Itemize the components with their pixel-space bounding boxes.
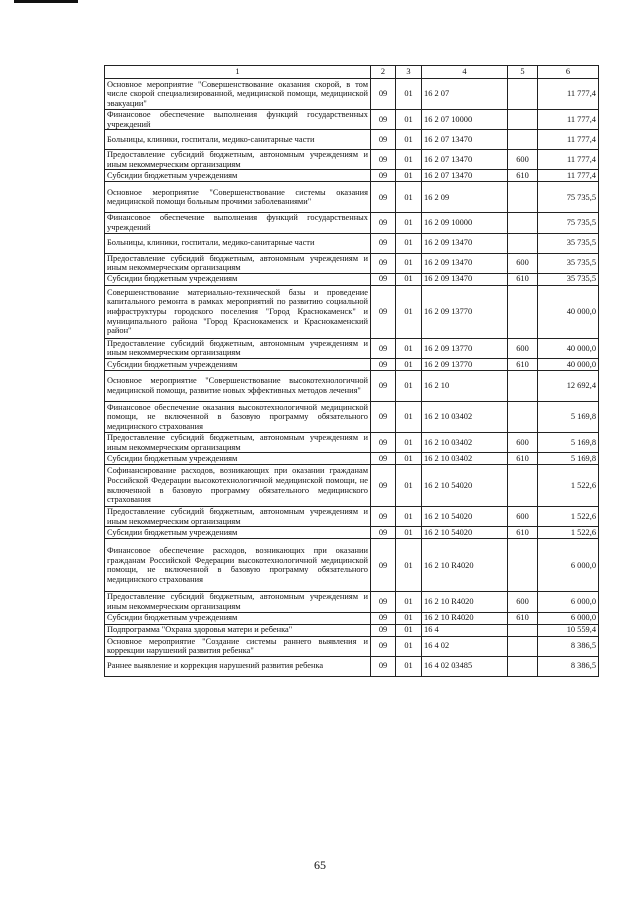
row-subsection: 01 (396, 539, 422, 592)
row-expense-type: 610 (508, 527, 538, 539)
table-row (105, 273, 599, 285)
row-subsection: 01 (396, 370, 422, 401)
table-row (105, 170, 599, 182)
row-amount: 11 777,4 (538, 79, 599, 110)
row-amount: 1 522,6 (538, 527, 599, 539)
row-subsection: 01 (396, 453, 422, 465)
row-subsection: 01 (396, 507, 422, 527)
row-section: 09 (371, 612, 396, 624)
row-name: Субсидии бюджетным учреждениям (105, 453, 371, 465)
row-expense-type (508, 624, 538, 636)
table-row (105, 539, 599, 592)
row-subsection: 01 (396, 110, 422, 130)
row-expense-type (508, 636, 538, 656)
row-expense-type (508, 110, 538, 130)
table-row (105, 432, 599, 452)
row-expense-type: 610 (508, 612, 538, 624)
row-amount: 12 692,4 (538, 370, 599, 401)
row-expense-type: 600 (508, 338, 538, 358)
row-expense-type: 600 (508, 432, 538, 452)
row-name: Финансовое обеспечение выполнения функций государственных учреждений (105, 110, 371, 130)
row-section: 09 (371, 358, 396, 370)
row-amount: 6 000,0 (538, 592, 599, 612)
row-expense-type: 600 (508, 150, 538, 170)
row-target-code: 16 2 10 R4020 (422, 612, 508, 624)
row-section: 09 (371, 401, 396, 432)
row-amount: 75 735,5 (538, 182, 599, 213)
row-section: 09 (371, 79, 396, 110)
row-expense-type: 610 (508, 358, 538, 370)
row-subsection: 01 (396, 150, 422, 170)
row-amount: 11 777,4 (538, 150, 599, 170)
table-row (105, 338, 599, 358)
row-target-code: 16 2 10 54020 (422, 507, 508, 527)
row-target-code: 16 2 07 (422, 79, 508, 110)
row-subsection: 01 (396, 358, 422, 370)
row-expense-type: 600 (508, 592, 538, 612)
row-target-code: 16 2 09 13470 (422, 233, 508, 253)
table-row (105, 110, 599, 130)
row-expense-type: 610 (508, 453, 538, 465)
row-subsection: 01 (396, 79, 422, 110)
row-section: 09 (371, 338, 396, 358)
row-amount: 6 000,0 (538, 539, 599, 592)
table-row (105, 150, 599, 170)
row-target-code: 16 2 07 13470 (422, 130, 508, 150)
row-subsection: 01 (396, 233, 422, 253)
row-section: 09 (371, 624, 396, 636)
table-row (105, 624, 599, 636)
row-name: Подпрограмма "Охрана здоровья матери и ребенка" (105, 624, 371, 636)
row-target-code: 16 2 09 (422, 182, 508, 213)
row-expense-type (508, 213, 538, 233)
row-subsection: 01 (396, 527, 422, 539)
row-amount: 5 169,8 (538, 453, 599, 465)
row-name: Основное мероприятие "Совершенствование оказания скорой, в том числе скорой специализированной, медицинской помощи, медицинской эвакуации" (105, 79, 371, 110)
row-section: 09 (371, 253, 396, 273)
row-section: 09 (371, 465, 396, 507)
row-expense-type (508, 130, 538, 150)
row-amount: 35 735,5 (538, 273, 599, 285)
row-name: Раннее выявление и коррекция нарушений развития ребенка (105, 656, 371, 676)
row-section: 09 (371, 285, 396, 338)
row-section: 09 (371, 656, 396, 676)
row-section: 09 (371, 636, 396, 656)
row-name: Основное мероприятие "Создание системы раннего выявления и коррекции нарушений развития ребенка" (105, 636, 371, 656)
row-name: Субсидии бюджетным учреждениям (105, 273, 371, 285)
table-row (105, 182, 599, 213)
row-section: 09 (371, 110, 396, 130)
page-number: 65 (314, 858, 326, 872)
header-col-2: 2 (371, 66, 396, 79)
row-name: Предоставление субсидий бюджетным, автономным учреждениям и иным некоммерческим организациям (105, 432, 371, 452)
row-amount: 35 735,5 (538, 253, 599, 273)
row-target-code: 16 2 07 13470 (422, 150, 508, 170)
row-section: 09 (371, 233, 396, 253)
row-name: Совершенствование материально-технической базы и проведение капитального ремонта в рамках мероприятий по развитию социальной инфраструктуры городского поселения "Город Краснокаменск" и муниципального района "Город Краснокаменск и Краснокаменский район" (105, 285, 371, 338)
row-subsection: 01 (396, 273, 422, 285)
row-subsection: 01 (396, 636, 422, 656)
row-name: Субсидии бюджетным учреждениям (105, 527, 371, 539)
row-target-code: 16 2 10 03402 (422, 401, 508, 432)
row-subsection: 01 (396, 624, 422, 636)
row-target-code: 16 4 02 (422, 636, 508, 656)
row-name: Софинансирование расходов, возникающих при оказании гражданам Российской Федерации высокотехнологичной медицинской помощи, не включенной в базовую программу обязательного медицинского страхования (105, 465, 371, 507)
row-section: 09 (371, 170, 396, 182)
table-row (105, 401, 599, 432)
table-row (105, 358, 599, 370)
table-row (105, 79, 599, 110)
row-subsection: 01 (396, 130, 422, 150)
row-expense-type (508, 656, 538, 676)
row-amount: 40 000,0 (538, 285, 599, 338)
row-amount: 5 169,8 (538, 432, 599, 452)
row-section: 09 (371, 370, 396, 401)
table-row (105, 527, 599, 539)
row-target-code: 16 4 02 03485 (422, 656, 508, 676)
header-col-6: 6 (538, 66, 599, 79)
header-col-1: 1 (105, 66, 371, 79)
table-row (105, 636, 599, 656)
row-target-code: 16 2 10 (422, 370, 508, 401)
row-amount: 6 000,0 (538, 612, 599, 624)
row-expense-type (508, 401, 538, 432)
row-section: 09 (371, 182, 396, 213)
row-section: 09 (371, 507, 396, 527)
row-target-code: 16 2 07 13470 (422, 170, 508, 182)
table-row (105, 285, 599, 338)
table-row (105, 130, 599, 150)
row-subsection: 01 (396, 170, 422, 182)
table-row (105, 507, 599, 527)
table-row (105, 253, 599, 273)
row-target-code: 16 4 (422, 624, 508, 636)
row-section: 09 (371, 150, 396, 170)
row-target-code: 16 2 10 54020 (422, 465, 508, 507)
top-rule (14, 0, 78, 3)
row-name: Субсидии бюджетным учреждениям (105, 612, 371, 624)
row-amount: 40 000,0 (538, 358, 599, 370)
row-target-code: 16 2 10 R4020 (422, 539, 508, 592)
header-col-4: 4 (422, 66, 508, 79)
row-expense-type: 610 (508, 273, 538, 285)
budget-table (104, 65, 599, 677)
row-section: 09 (371, 453, 396, 465)
row-target-code: 16 2 09 13470 (422, 273, 508, 285)
row-section: 09 (371, 273, 396, 285)
row-amount: 40 000,0 (538, 338, 599, 358)
header-col-3: 3 (396, 66, 422, 79)
row-amount: 11 777,4 (538, 130, 599, 150)
row-amount: 75 735,5 (538, 213, 599, 233)
table-row (105, 233, 599, 253)
row-subsection: 01 (396, 656, 422, 676)
row-section: 09 (371, 130, 396, 150)
row-name: Больницы, клиники, госпитали, медико-санитарные части (105, 233, 371, 253)
row-name: Финансовое обеспечение оказания высокотехнологичной медицинской помощи, не включенной в базовую программу обязательного медицинского страхования (105, 401, 371, 432)
row-target-code: 16 2 09 13770 (422, 338, 508, 358)
row-subsection: 01 (396, 253, 422, 273)
row-amount: 1 522,6 (538, 465, 599, 507)
row-amount: 1 522,6 (538, 507, 599, 527)
row-name: Предоставление субсидий бюджетным, автономным учреждениям и иным некоммерческим организациям (105, 150, 371, 170)
table-row (105, 370, 599, 401)
row-expense-type (508, 182, 538, 213)
row-name: Субсидии бюджетным учреждениям (105, 358, 371, 370)
row-name: Предоставление субсидий бюджетным, автономным учреждениям и иным некоммерческим организациям (105, 338, 371, 358)
row-subsection: 01 (396, 612, 422, 624)
row-target-code: 16 2 09 13770 (422, 358, 508, 370)
table-row (105, 612, 599, 624)
row-expense-type: 600 (508, 507, 538, 527)
row-target-code: 16 2 09 10000 (422, 213, 508, 233)
table-row (105, 656, 599, 676)
row-amount: 35 735,5 (538, 233, 599, 253)
row-subsection: 01 (396, 285, 422, 338)
row-target-code: 16 2 10 03402 (422, 453, 508, 465)
row-expense-type (508, 79, 538, 110)
row-name: Больницы, клиники, госпитали, медико-санитарные части (105, 130, 371, 150)
row-section: 09 (371, 539, 396, 592)
row-name: Предоставление субсидий бюджетным, автономным учреждениям и иным некоммерческим организациям (105, 592, 371, 612)
row-expense-type: 610 (508, 170, 538, 182)
row-target-code: 16 2 09 13770 (422, 285, 508, 338)
row-name: Основное мероприятие "Совершенствование высокотехнологичной медицинской помощи, развитие новых эффективных методов лечения" (105, 370, 371, 401)
row-subsection: 01 (396, 338, 422, 358)
row-subsection: 01 (396, 432, 422, 452)
row-amount: 5 169,8 (538, 401, 599, 432)
table-row (105, 592, 599, 612)
table-row (105, 213, 599, 233)
row-expense-type (508, 233, 538, 253)
row-section: 09 (371, 527, 396, 539)
row-expense-type (508, 285, 538, 338)
row-subsection: 01 (396, 401, 422, 432)
row-target-code: 16 2 10 54020 (422, 527, 508, 539)
table-header-row (105, 66, 599, 79)
table-row (105, 465, 599, 507)
header-col-5: 5 (508, 66, 538, 79)
row-target-code: 16 2 10 03402 (422, 432, 508, 452)
row-section: 09 (371, 592, 396, 612)
row-amount: 11 777,4 (538, 170, 599, 182)
row-name: Предоставление субсидий бюджетным, автономным учреждениям и иным некоммерческим организациям (105, 507, 371, 527)
row-subsection: 01 (396, 465, 422, 507)
row-amount: 10 559,4 (538, 624, 599, 636)
row-amount: 8 386,5 (538, 656, 599, 676)
row-expense-type (508, 539, 538, 592)
row-subsection: 01 (396, 182, 422, 213)
row-target-code: 16 2 10 R4020 (422, 592, 508, 612)
row-name: Финансовое обеспечение расходов, возникающих при оказании гражданам Российской Федерации высокотехнологичной медицинской помощи, не включенной в базовую программу обязательного медицинского страхования (105, 539, 371, 592)
row-name: Финансовое обеспечение выполнения функций государственных учреждений (105, 213, 371, 233)
row-section: 09 (371, 213, 396, 233)
row-expense-type: 600 (508, 253, 538, 273)
row-subsection: 01 (396, 213, 422, 233)
table-row (105, 453, 599, 465)
row-name: Субсидии бюджетным учреждениям (105, 170, 371, 182)
row-target-code: 16 2 09 13470 (422, 253, 508, 273)
row-name: Предоставление субсидий бюджетным, автономным учреждениям и иным некоммерческим организациям (105, 253, 371, 273)
row-expense-type (508, 465, 538, 507)
row-expense-type (508, 370, 538, 401)
row-amount: 8 386,5 (538, 636, 599, 656)
row-target-code: 16 2 07 10000 (422, 110, 508, 130)
row-name: Основное мероприятие "Совершенствование системы оказания медицинской помощи больным прочими заболеваниями" (105, 182, 371, 213)
row-subsection: 01 (396, 592, 422, 612)
row-section: 09 (371, 432, 396, 452)
row-amount: 11 777,4 (538, 110, 599, 130)
